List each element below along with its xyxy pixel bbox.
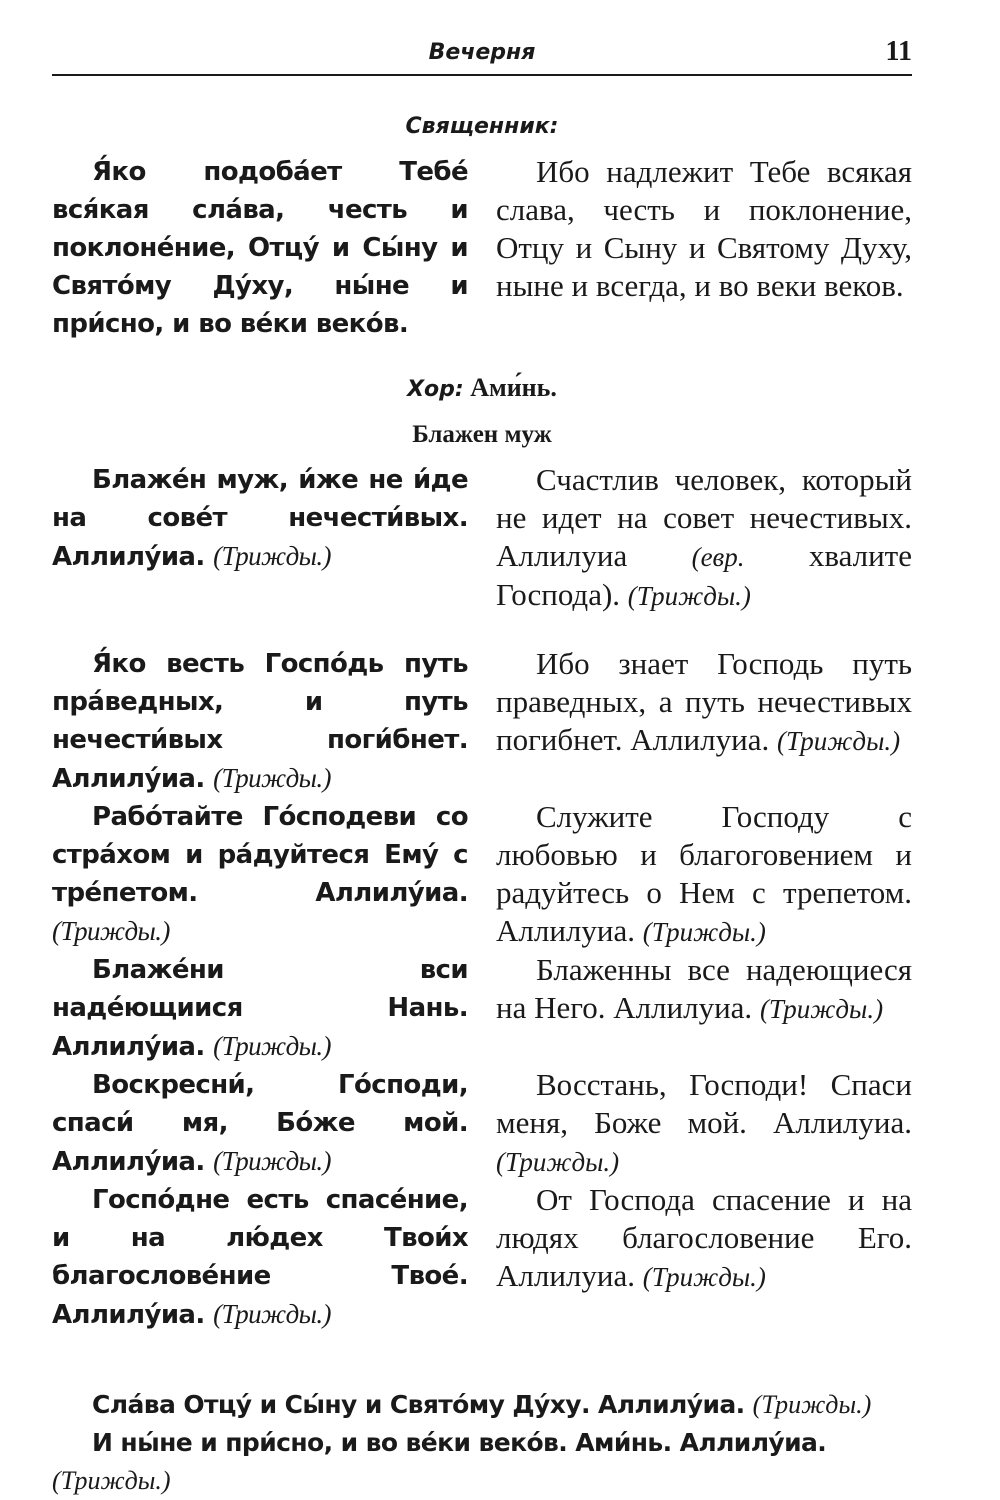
repeat-note: (Трижды.) — [642, 1262, 766, 1292]
verse-pair — [52, 1181, 912, 1334]
slavonic-text: Воскресни́, Го́споди, спаси́ мя, Бо́же мой. Аллилу́иа. (Трижды.) — [52, 1070, 468, 1177]
slavonic-text: Я́ко подоба́ет Тебе́ вся́кая сла́ва, честь и поклоне́ние, Отцу́ и Сы́ну и Свято́му Ду́ху, ны́не и при́сно, и во ве́ки веко́в. — [52, 157, 468, 339]
slavonic-text: Рабо́тайте Го́сподеви со стра́хом и ра́дуйтеся Ему́ с тре́петом. Аллилу́иа. (Трижды.) — [52, 802, 468, 946]
running-header — [52, 30, 912, 76]
russian-translation: Счастлив человек, который не идет на совет нечестивых. Аллилуиа (евр. хвалите Господа). (Трижды.) — [496, 462, 912, 612]
slavonic-text: Госпо́дне есть спасе́ние, и на лю́дех Твои́х благослове́ние Твое́. Аллилу́иа. (Трижды.) — [52, 1185, 468, 1330]
repeat-note: (Трижды.) — [213, 763, 331, 793]
slavonic-text: Блаже́ни вси наде́ющиися Нань. Аллилу́иа. (Трижды.) — [52, 955, 468, 1062]
repeat-note: (Трижды.) — [213, 1299, 331, 1329]
russian-translation: Ибо знает Господь путь праведных, а путь нечестивых погибнет. Аллилуиа. (Трижды.) — [496, 646, 912, 757]
page-number: 11 — [885, 36, 912, 67]
choir-label: Хор: — [407, 377, 464, 402]
rubric-priest: Священник: — [405, 114, 559, 139]
verse-pair — [52, 1066, 912, 1181]
translation-note: (евр. — [691, 542, 745, 572]
repeat-note: (Трижды.) — [642, 917, 766, 947]
repeat-note: (Трижды.) — [496, 1147, 620, 1177]
doxology — [52, 1386, 912, 1500]
verse-pair — [52, 461, 912, 615]
choir-response — [52, 373, 912, 403]
repeat-note: (Трижды.) — [776, 726, 901, 756]
repeat-note: (Трижды.) — [752, 1390, 872, 1419]
russian-translation: Блаженны все надеющиеся на Него. Аллилуиа. (Трижды.) — [496, 952, 912, 1025]
repeat-note: (Трижды.) — [213, 1146, 331, 1176]
verse-pair — [52, 645, 912, 798]
repeat-note: (Трижды.) — [759, 994, 884, 1024]
slavonic-text: Блаже́н муж, и́же не и́де на сове́т нечести́вых. Аллилу́иа. (Трижды.) — [52, 465, 468, 572]
book-page — [52, 30, 912, 1500]
russian-translation: Служите Господу с любовью и благоговением и радуйтесь о Нем с трепетом. Аллилуиа. (Трижды.) — [496, 799, 912, 948]
choir-text: Ами́нь. — [470, 373, 557, 402]
doxology-line: И ны́не и при́сно, и во ве́ки веко́в. Ами́нь. Аллилу́иа. (Трижды.) — [52, 1428, 827, 1495]
repeat-note: (Трижды.) — [213, 541, 331, 571]
verse-pair — [52, 951, 912, 1066]
russian-translation: Ибо надлежит Тебе всякая слава, честь и поклонение, Отцу и Сыну и Святому Духу, ныне и всегда, и во веки веков. — [496, 154, 912, 303]
repeat-note: (Трижды.) — [52, 916, 170, 946]
priest-exclamation — [52, 153, 912, 343]
repeat-note: (Трижды.) — [213, 1031, 331, 1061]
russian-translation: Восстань, Господи! Спаси меня, Боже мой. Аллилуиа. (Трижды.) — [496, 1067, 912, 1177]
running-title: Вечерня — [428, 40, 536, 65]
slavonic-text: Я́ко весть Госпо́дь путь пра́ведных, и путь нечести́вых поги́бнет. Аллилу́иа. (Трижды.) — [52, 649, 468, 794]
verse-pair — [52, 798, 912, 951]
repeat-note: (Трижды.) — [52, 1466, 171, 1495]
repeat-note: (Трижды.) — [627, 581, 751, 611]
doxology-line: Сла́ва Отцу́ и Сы́ну и Свято́му Ду́ху. Аллилу́иа. (Трижды.) — [92, 1390, 872, 1419]
section-title: Блажен муж — [412, 421, 552, 448]
russian-translation: От Господа спасение и на людях благословение Его. Аллилуиа. (Трижды.) — [496, 1182, 912, 1293]
